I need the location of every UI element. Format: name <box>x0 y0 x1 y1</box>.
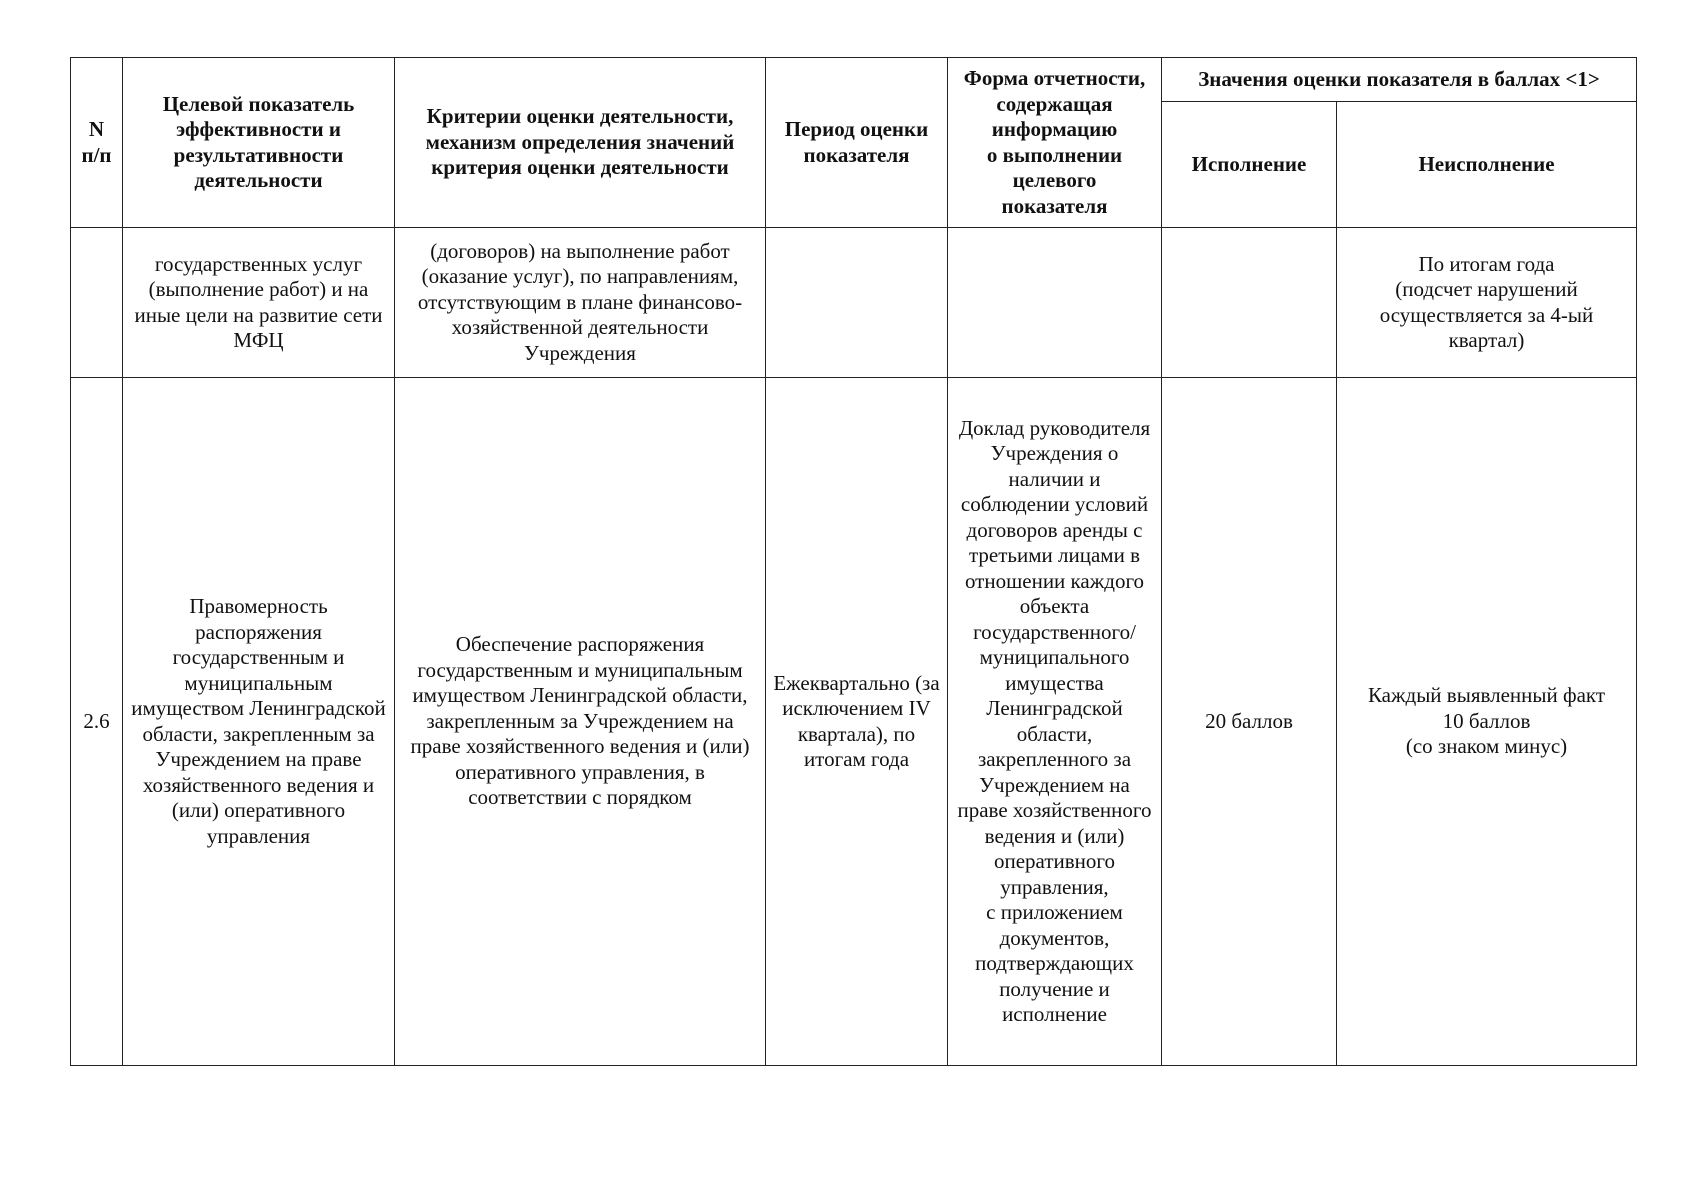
header-row <box>71 58 1637 102</box>
cell-execution <box>1162 228 1337 378</box>
header-num: N п/п <box>71 58 123 228</box>
header-non-execution: Неисполнение <box>1337 102 1637 228</box>
cell-criteria: Обеспечение распоряжения государственным и муниципальным имуществом Ленинградской области, закрепленным за Учреждением на праве хозяйственного ведения и (или) оперативного управления, в соответствии с порядком <box>395 378 766 1066</box>
cell-non-execution: Каждый выявленный факт 10 баллов (со знаком минус) <box>1337 378 1637 1066</box>
cell-period: Ежеквартально (за исключением IV квартала), по итогам года <box>766 378 948 1066</box>
header-indicator: Целевой показатель эффективности и результативности деятельности <box>123 58 395 228</box>
cell-num <box>71 228 123 378</box>
header-criteria: Критерии оценки деятельности, механизм определения значений критерия оценки деятельности <box>395 58 766 228</box>
cell-execution: 20 баллов <box>1162 378 1337 1066</box>
cell-non-execution: По итогам года (подсчет нарушений осуществляется за 4-ый квартал) <box>1337 228 1637 378</box>
cell-period <box>766 228 948 378</box>
cell-report-form <box>948 228 1162 378</box>
header-report-form: Форма отчетности, содержащая информацию о выполнении целевого показателя <box>948 58 1162 228</box>
table-row <box>71 378 1637 1066</box>
header-execution: Исполнение <box>1162 102 1337 228</box>
cell-indicator: государственных услуг (выполнение работ) и на иные цели на развитие сети МФЦ <box>123 228 395 378</box>
header-score-group: Значения оценки показателя в баллах <1> <box>1162 58 1637 102</box>
cell-num: 2.6 <box>71 378 123 1066</box>
cell-report-form: Доклад руководителя Учреждения о наличии и соблюдении условий договоров аренды с третьими лицами в отношении каждого объекта государственного/ муниципального имущества Ленинградской области, закрепленного за Учреждением на праве хозяйственного ведения и (или) оперативного управления, с приложением документов, подтверждающих получение и исполнение <box>948 378 1162 1066</box>
cell-indicator: Правомерность распоряжения государственным и муниципальным имуществом Ленинградской области, закрепленным за Учреждением на праве хозяйственного ведения и (или) оперативного управления <box>123 378 395 1066</box>
cell-criteria: (договоров) на выполнение работ (оказание услуг), по направлениям, отсутствующим в плане финансово-хозяйственной деятельности Учреждения <box>395 228 766 378</box>
table-row <box>71 228 1637 378</box>
indicators-table <box>70 57 1637 1066</box>
header-period: Период оценки показателя <box>766 58 948 228</box>
